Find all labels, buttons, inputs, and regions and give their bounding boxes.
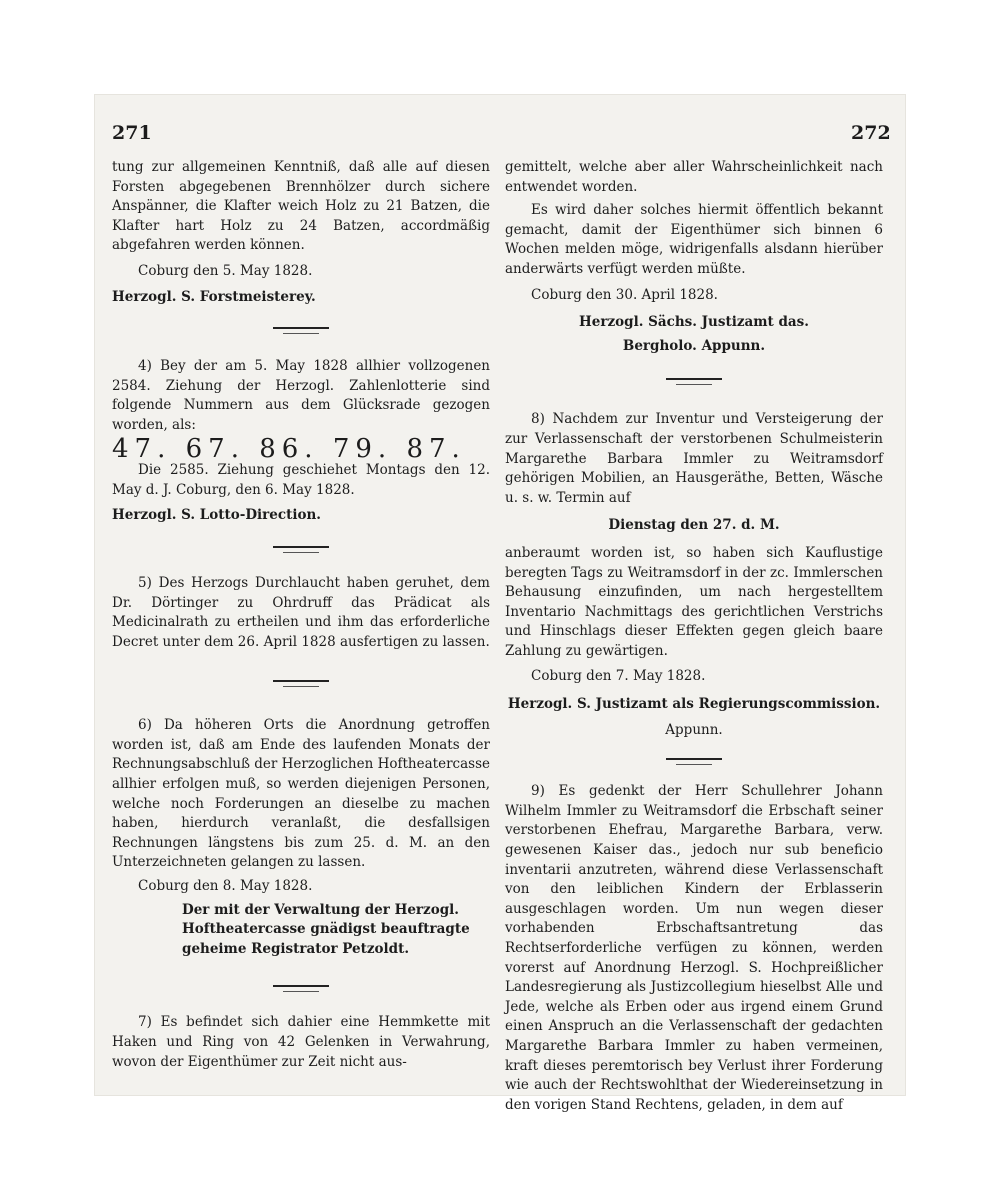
notice-4-text: 4) Bey der am 5. May 1828 allhier vollzogenen 2584. Ziehung der Herzogl. Zahlenlotterie sind folgende Nummern aus dem Glücksrade gezogen worden, als: xyxy=(112,358,490,433)
date-line: Coburg den 5. May 1828. xyxy=(138,262,313,279)
date-line: Coburg den 30. April 1828. xyxy=(531,286,718,303)
notice-8-text: 8) Nachdem zur Inventur und Versteigerung der zur Verlassenschaft der verstorbenen Schulmeisterin Margarethe Barbara Immler zu Weitramsdorf gehörigen Mobilien, an Hausgeräthe, Betten, Wäsche u. s. w. Termin auf xyxy=(505,411,883,506)
right-column xyxy=(505,158,883,1115)
signatory-names: Bergholo. Appunn. xyxy=(622,337,766,354)
date-line: Coburg den 7. May 1828. xyxy=(531,668,706,685)
signature: Herzogl. Sächs. Justizamt das. xyxy=(579,314,809,331)
date-line: Coburg den 8. May 1828. xyxy=(138,878,313,895)
auction-date: Dienstag den 27. d. M. xyxy=(608,517,780,534)
continuation-text: tung zur allgemeinen Kenntniß, daß alle auf diesen Forsten abgegebenen Brennhölzer durch sichere Anspänner, die Klafter weich Holz zu 21 Batzen, die Klafter hart Holz zu 24 Batzen, accordmäßig abgefahren werden können. xyxy=(112,159,490,254)
notice-8-signature: Herzogl. S. Justizamt als Regierungscommission. xyxy=(507,696,881,713)
section-divider xyxy=(666,758,722,760)
section-divider xyxy=(273,680,329,682)
left-column xyxy=(112,158,490,1072)
section-divider xyxy=(273,327,329,329)
signatory-name: Appunn. xyxy=(665,721,723,738)
continuation-text: gemittelt, welche aber aller Wahrscheinlichkeit nach entwendet worden. xyxy=(505,159,883,195)
page-number-left: 271 xyxy=(112,122,152,144)
notice-6-text: 6) Da höheren Orts die Anordnung getroffen worden ist, daß am Ende des laufenden Monats der Rechnungsabschluß der Herzoglichen Hoftheatercasse allhier erfolgen muß, so werden diejenigen Personen, welche noch Forderungen an dieselbe zu machen haben, hierdurch veranlaßt, die desfallsigen Rechnungen längstens bis zum 25. d. M. an den Unterzeichneten gelangen zu lassen. xyxy=(112,717,490,871)
notice-8-text-2: anberaumt worden ist, so haben sich Kauflustige beregten Tags zu Weitramsdorf in der zc. Immlerschen Behausung einzufinden, um nach hergestelltem Inventario Nachmittags des gerichtlichen Verstrichs und Hinschlags dieser Effekten gegen gleich baare Zahlung zu gewärtigen. xyxy=(505,544,883,659)
section-divider xyxy=(273,546,329,548)
notice-4-signature: Herzogl. S. Lotto-Direction. xyxy=(112,507,321,524)
notice-4-next-draw: Die 2585. Ziehung geschiehet Montags den 12. May d. J. Coburg, den 6. May 1828. xyxy=(112,462,490,498)
section-divider xyxy=(666,378,722,380)
signature: Herzogl. S. Forstmeisterey. xyxy=(112,288,316,305)
notice-5-text: 5) Des Herzogs Durchlaucht haben geruhet, dem Dr. Dörtinger zu Ohrdruff das Prädicat als Medicinalrath zu ertheilen und ihm das erforderliche Decret unter dem 26. April 1828 ausfertigen zu lassen. xyxy=(112,574,490,650)
notice-6-signature: Der mit der Verwaltung der Herzogl. Hoftheatercasse gnädigst beauftragte geheime Registrator Petzoldt. xyxy=(182,901,470,957)
page-number-right: 272 xyxy=(851,122,891,144)
section-divider xyxy=(273,985,329,987)
lottery-numbers: 47. 67. 86. 79. 87. xyxy=(112,433,466,464)
notice-9-text: 9) Es gedenkt der Herr Schullehrer Johann Wilhelm Immler zu Weitramsdorf die Erbschaft seiner verstorbenen Ehefrau, Margarethe Barbara, verw. gewesenen Kaiser das., jedoch nur sub beneficio inventarii anzutreten, während diese Verlassenschaft von den leiblichen Kindern der Erblasserin ausgeschlagen worden. Um nun wegen dieser vorhabenden Erbschaftsantretung das Rechtserforderliche verfügen zu können, werden vorerst auf Anordnung Herzogl. S. Hochpreißlicher Landesregierung als Justizcollegium hieselbst Alle und Jede, welche als Erben oder aus irgend einem Grund einen Anspruch an die Verlassenschaft der gedachten Margarethe Barbara Immler zu haben vermeinen, kraft dieses peremtorisch bey Verlust ihrer Forderung wie auch der Rechtswohlthat der Wiedereinsetzung in den vorigen Stand Rechtens, geladen, in dem auf xyxy=(505,783,883,1113)
notice-7-text: 7) Es befindet sich dahier eine Hemmkette mit Haken und Ring von 42 Gelenken in Verwahrung, wovon der Eigenthümer zur Zeit nicht aus- xyxy=(112,1014,490,1070)
continuation-text-2: Es wird daher solches hiermit öffentlich bekannt gemacht, damit der Eigenthümer sich binnen 6 Wochen melden möge, widrigenfalls alsdann hierüber anderwärts verfügt werden müßte. xyxy=(505,202,883,277)
